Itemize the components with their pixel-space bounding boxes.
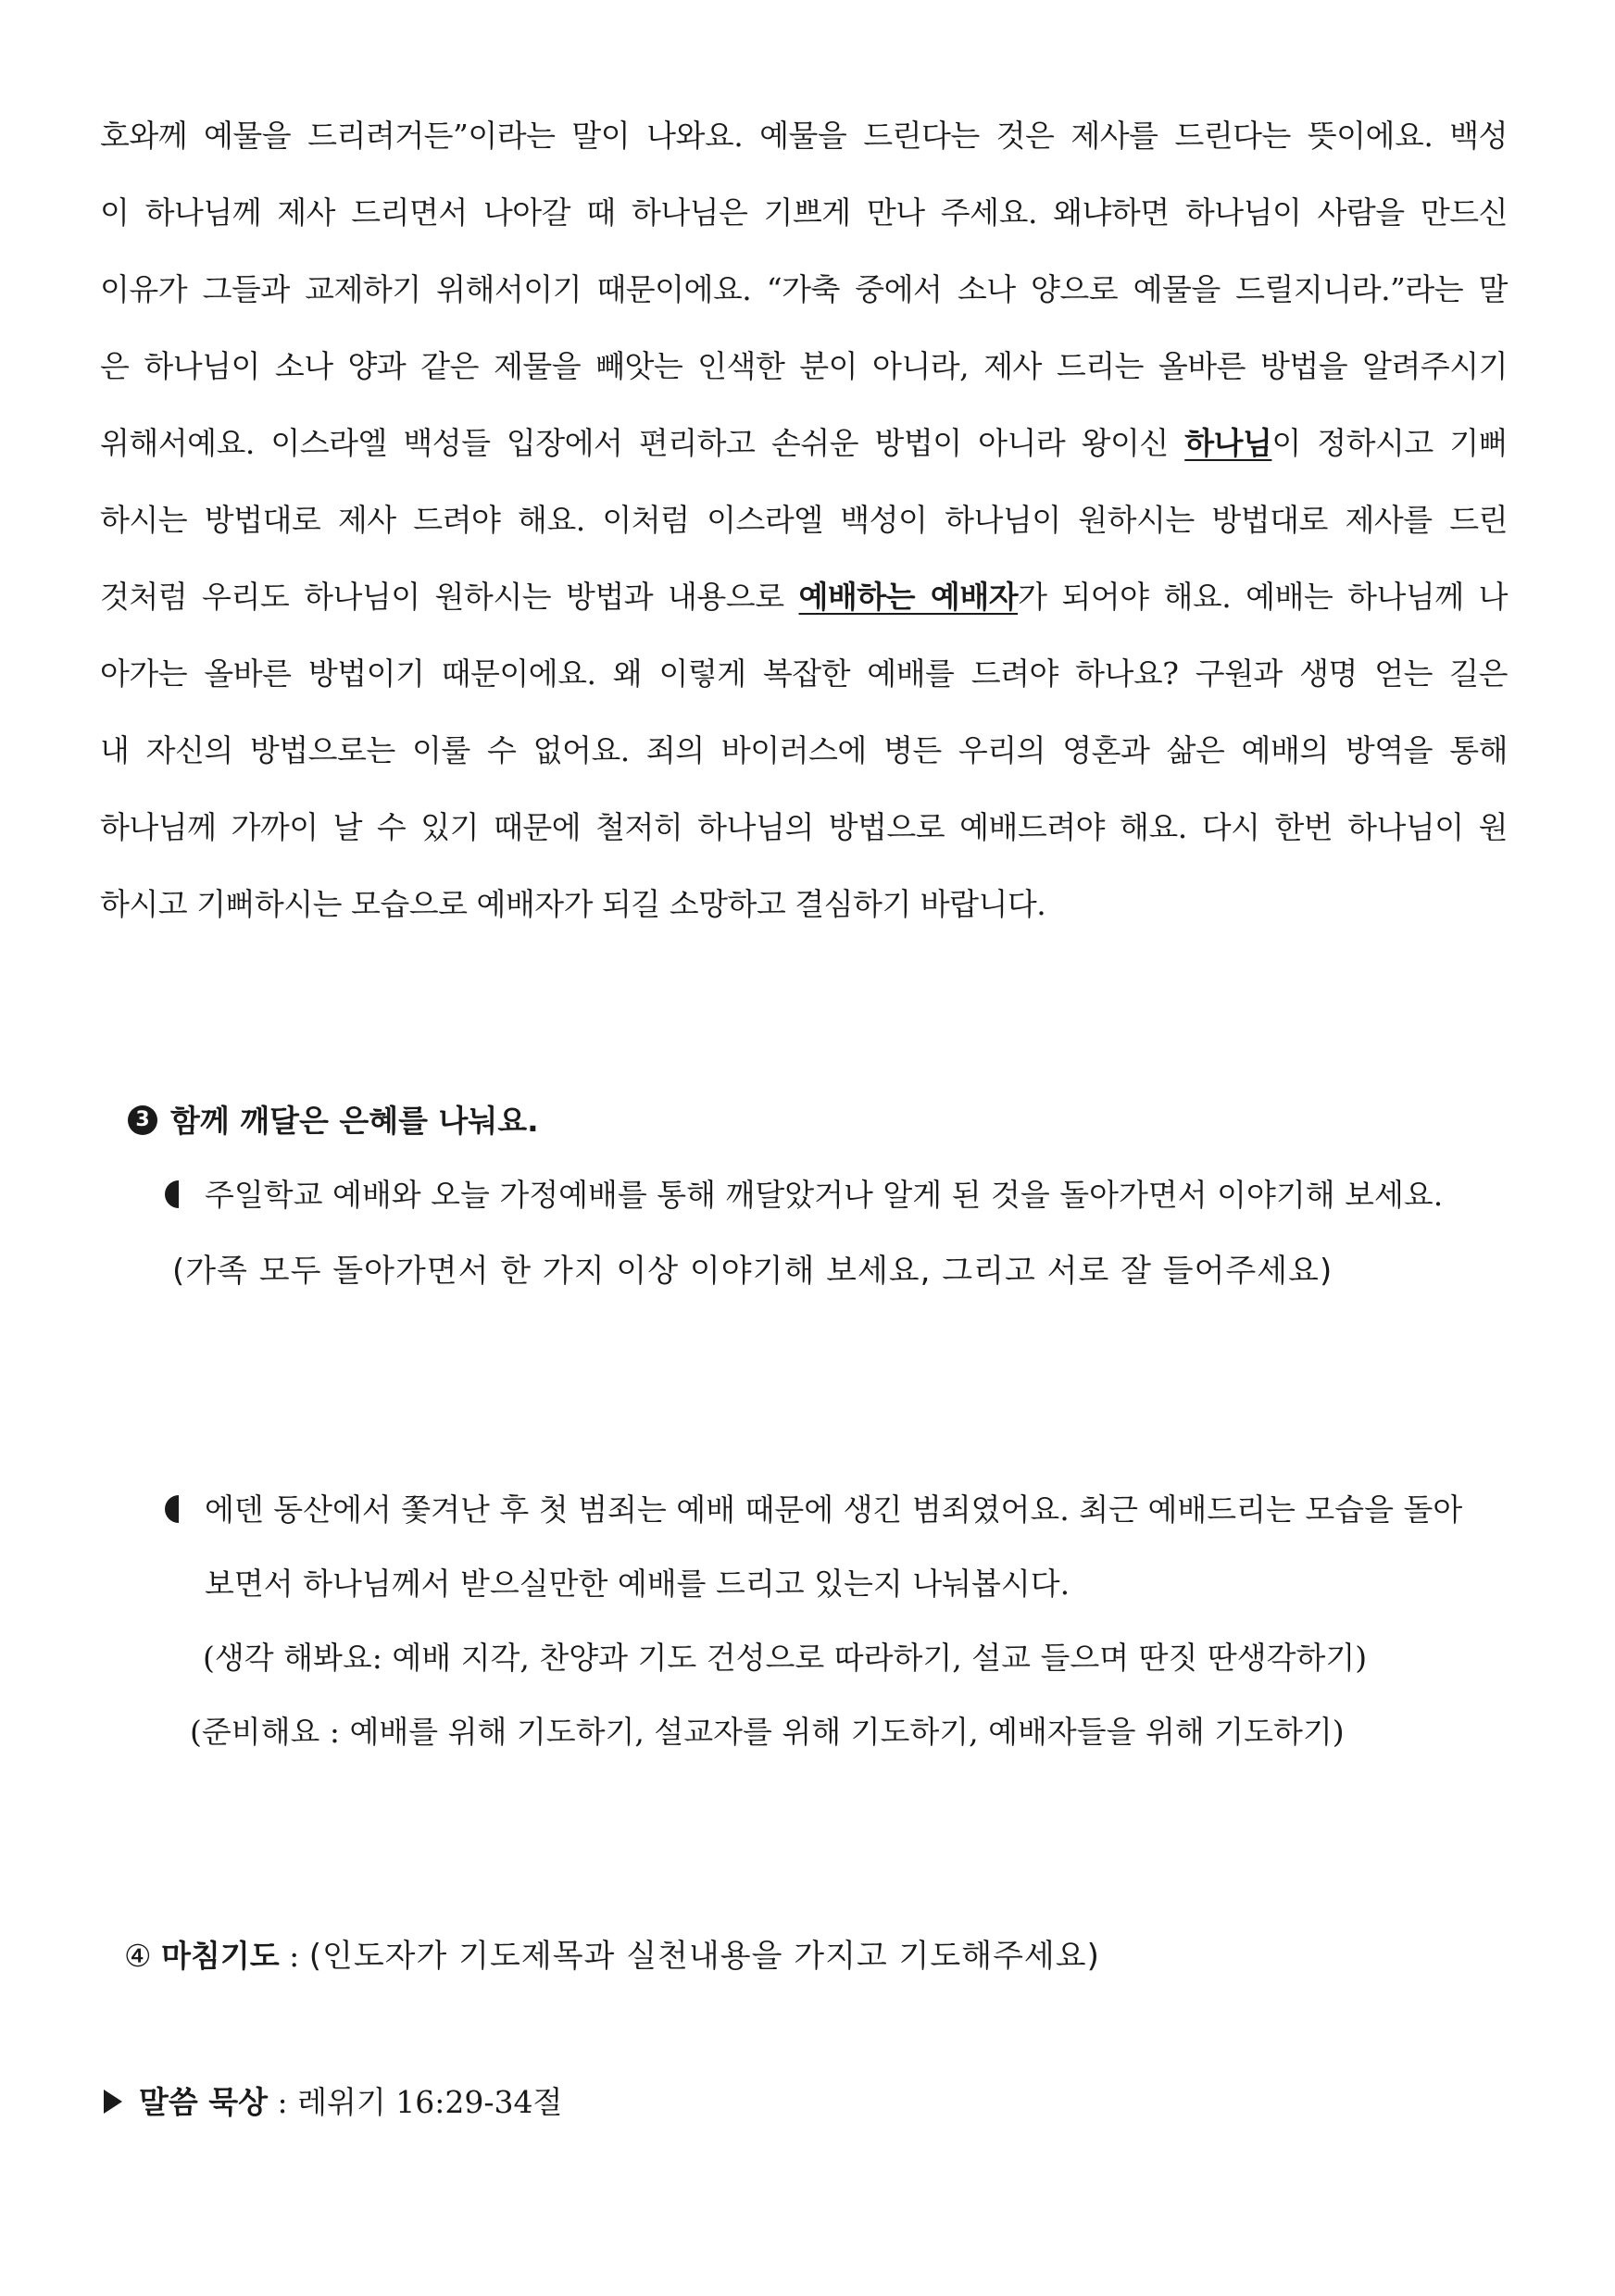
scripture-meditation	[104, 2078, 562, 2122]
question-1-text: 주일학교 예배와 오늘 가정예배를 통해 깨달았거나 알게 된 것을 돌아가면서 이야기해 보세요.	[205, 1177, 1444, 1213]
question-2-think: (생각 해봐요: 예배 지각, 찬양과 기도 건성으로 따라하기, 설교 들으며 딴짓 딴생각하기)	[203, 1640, 1368, 1676]
closing-prayer	[124, 1930, 1100, 1976]
paragraph-line-7-tail: 가 되어야 해요. 예배는 하나님께 나	[1018, 579, 1508, 615]
meditation-text: 레위기 16:29-34절	[297, 2084, 563, 2120]
paragraph-line-6: 하시는 방법대로 제사 드려야 해요. 이처럼 이스라엘 백성이 하나님이 원하시는 방법대로 제사를 드린	[100, 502, 1508, 538]
bullet-2-icon	[165, 1495, 179, 1523]
paragraph-line-7-text: 것처럼 우리도 하나님이 원하시는 방법과 내용으로	[100, 579, 799, 615]
section-3-title: 함께 깨달은 은혜를 나눠요.	[170, 1103, 539, 1139]
question-2-prepare: (준비해요 : 예배를 위해 기도하기, 설교자를 위해 기도하기, 예배자들을 위해 기도하기)	[190, 1714, 1345, 1750]
paragraph-line-5	[100, 405, 1508, 481]
triangle-right-icon	[104, 2090, 122, 2114]
paragraph-line-5-tail: 이 정하시고 기뻐	[1271, 425, 1508, 461]
section-3-heading	[128, 1097, 539, 1141]
paragraph-line-1: 호와께 예물을 드리려거든”이라는 말이 나와요. 예물을 드린다는 것은 제사를 드린다는 뜻이에요. 백성	[100, 118, 1508, 154]
question-2-text: 에덴 동산에서 쫓겨난 후 첫 범죄는 예배 때문에 생긴 범죄였어요. 최근 예배드리는 모습을 돌아	[205, 1491, 1463, 1528]
emphasis-god: 하나님	[1184, 425, 1272, 461]
paragraph-line-10: 하나님께 가까이 날 수 있기 때문에 철저히 하나님의 방법으로 예배드려야 해요. 다시 한번 하나님이 원	[100, 809, 1509, 845]
closing-prayer-text: (인도자가 기도제목과 실천내용을 가지고 기도해주세요)	[308, 1938, 1100, 1975]
closing-prayer-label: 마침기도	[161, 1938, 280, 1974]
question-2-line-2: 보면서 하나님께서 받으실만한 예배를 드리고 있는지 나눠봅시다.	[205, 1566, 1070, 1602]
closing-prayer-marker: ④	[124, 1938, 152, 1974]
meditation-separator: :	[268, 2084, 298, 2120]
closing-prayer-separator: :	[279, 1938, 309, 1974]
paragraph-line-7	[100, 558, 1508, 635]
paragraph-line-3: 이유가 그들과 교제하기 위해서이기 때문이에요. “가축 중에서 소나 양으로 예물을 드릴지니라.”라는 말	[100, 271, 1508, 307]
paragraph-line-5-text: 위해서예요. 이스라엘 백성들 입장에서 편리하고 손쉬운 방법이 아니라 왕이신	[100, 425, 1185, 461]
paragraph-line-11: 하시고 기뻐하시는 모습으로 예배자가 되길 소망하고 결심하기 바랍니다.	[100, 886, 1046, 922]
paragraph-line-4: 은 하나님이 소나 양과 같은 제물을 빼앗는 인색한 분이 아니라, 제사 드리는 올바른 방법을 알려주시기	[100, 348, 1508, 384]
paragraph-line-9: 내 자신의 방법으로는 이룰 수 없어요. 죄의 바이러스에 병든 우리의 영혼과 삶은 예배의 방역을 통해	[100, 732, 1508, 768]
question-1-note: (가족 모두 돌아가면서 한 가지 이상 이야기해 보세요, 그리고 서로 잘 들어주세요)	[172, 1253, 1333, 1290]
bullet-1-icon	[165, 1180, 179, 1208]
paragraph-line-2: 이 하나님께 제사 드리면서 나아갈 때 하나님은 기쁘게 만나 주세요. 왜냐하면 하나님이 사람을 만드신	[100, 194, 1508, 231]
emphasis-worshipper: 예배하는 예배자	[798, 579, 1019, 615]
section-number-badge: 3	[128, 1105, 157, 1135]
meditation-label: 말씀 묵상	[139, 2084, 269, 2120]
question-2	[165, 1486, 1462, 1529]
body-paragraph	[100, 97, 1508, 942]
paragraph-line-8: 아가는 올바른 방법이기 때문이에요. 왜 이렇게 복잡한 예배를 드려야 하나요? 구원과 생명 얻는 길은	[100, 655, 1508, 692]
question-1	[165, 1171, 1443, 1215]
